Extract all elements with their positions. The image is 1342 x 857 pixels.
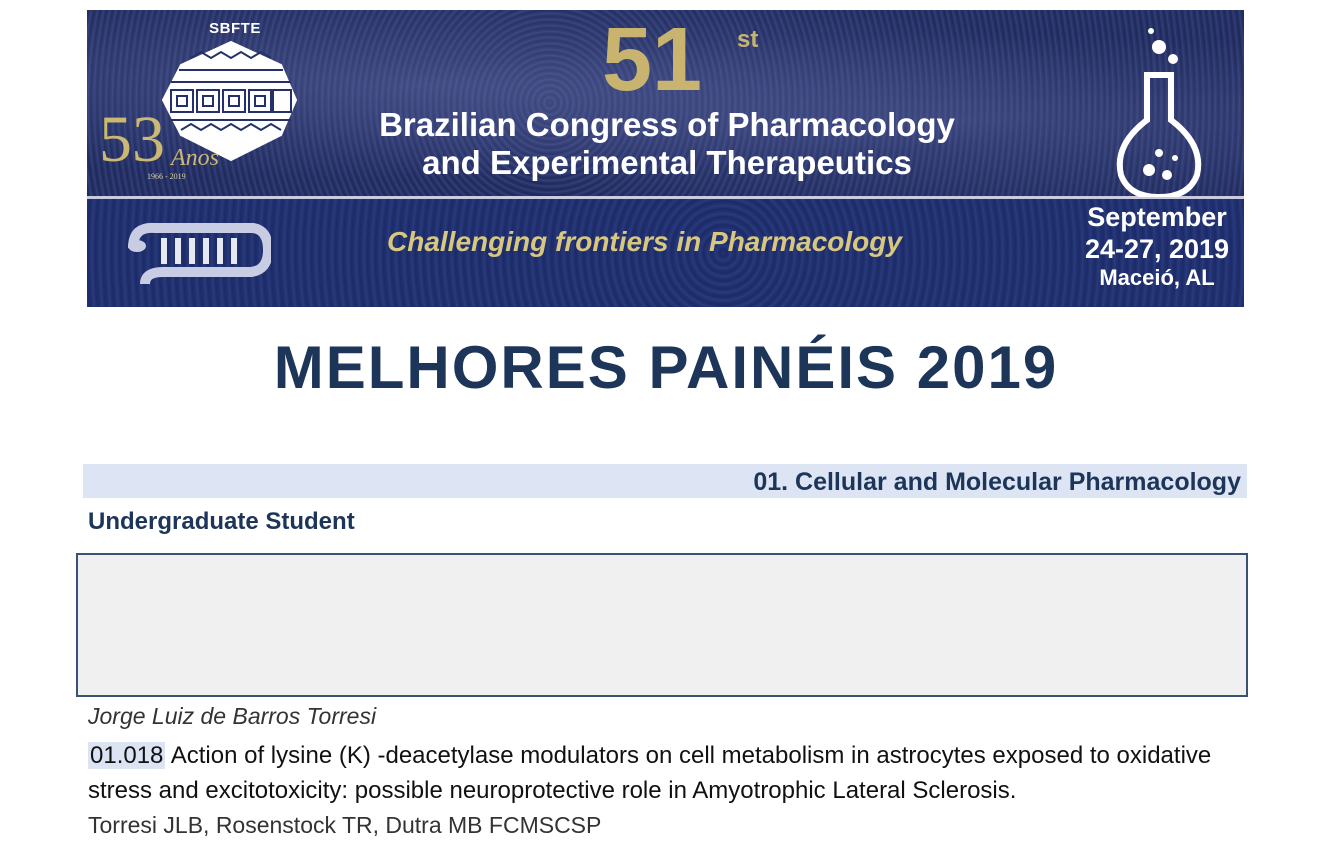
flask-icon bbox=[1109, 25, 1209, 197]
event-dates: 24-27, 2019 bbox=[1084, 234, 1230, 264]
paper-code: 01.018 bbox=[90, 742, 164, 769]
presenter-name: Jorge Luiz de Barros Torresi bbox=[88, 703, 377, 729]
anniversary-years: 1966 - 2019 bbox=[147, 172, 186, 181]
paper-authors: Torresi JLB, Rosenstock TR, Dutra MB FCMSCSP bbox=[88, 812, 602, 838]
congress-title bbox=[317, 106, 1017, 182]
anniversary-number: 53 bbox=[99, 103, 165, 176]
section-title: 01. Cellular and Molecular Pharmacology bbox=[753, 468, 1241, 496]
edition-suffix: st bbox=[737, 26, 759, 53]
event-info bbox=[1077, 201, 1237, 291]
category-label: Undergraduate Student bbox=[88, 508, 355, 535]
society-name: SBFTE bbox=[209, 20, 261, 37]
snake-logo bbox=[123, 208, 271, 294]
paper-title: Action of lysine (K) -deacetylase modulators on cell metabolism in astrocytes exposed to oxidative stress and excitotoxicity: possible neuroprotective role in Amyotrophic Lateral Sclerosis. bbox=[88, 742, 1212, 804]
event-city: Maceió, AL bbox=[1099, 265, 1215, 290]
congress-banner bbox=[87, 10, 1244, 307]
anniversary-word: Anos bbox=[171, 145, 219, 171]
page-title: MELHORES PAINÉIS 2019 bbox=[273, 334, 1059, 401]
congress-title-line2: and Experimental Therapeutics bbox=[422, 144, 912, 181]
congress-title-line1: Brazilian Congress of Pharmacology bbox=[379, 106, 955, 143]
edition-number: 51 bbox=[602, 10, 703, 110]
event-month: September bbox=[1087, 202, 1227, 232]
redacted-region bbox=[76, 553, 1248, 697]
paper-entry bbox=[88, 738, 1248, 808]
congress-tagline: Challenging frontiers in Pharmacology bbox=[387, 226, 902, 257]
section-header bbox=[83, 464, 1247, 498]
